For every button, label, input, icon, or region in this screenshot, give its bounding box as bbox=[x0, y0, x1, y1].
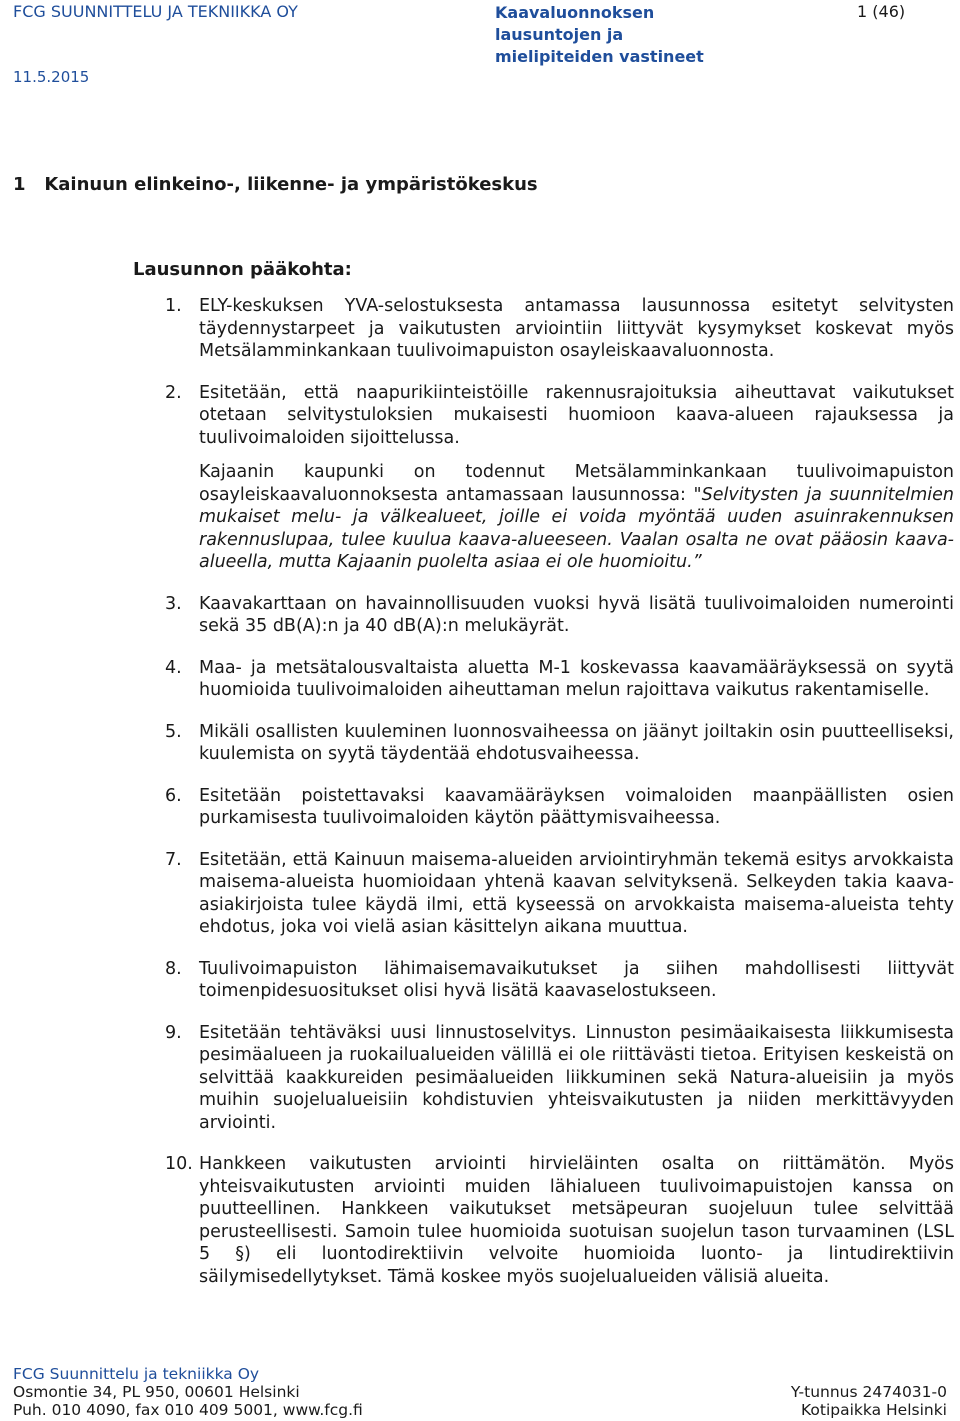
list-item bbox=[165, 721, 954, 766]
footer-kotipaikka: Kotipaikka Helsinki bbox=[801, 1401, 947, 1419]
item-text: Esitetään tehtäväksi uusi linnustoselvitys. Linnuston pesimäaikaisesta liikkumisesta pesimäalueen ja ruokailualueiden välillä ei ole riittävästi tietoa. Erityisen keskeistä on selvittää kaakkureiden pesimäalueiden liikkuminen sekä Natura-alueisiin ja myös muihin suojelualueisiin kohdistuvien yhteisvaikutusten ja niiden merkittävyyden arviointi. bbox=[199, 1022, 954, 1133]
list-item bbox=[165, 785, 954, 830]
item-number: 10. bbox=[165, 1154, 193, 1174]
item-number: 3. bbox=[165, 593, 182, 614]
item-text: Esitetään, että naapurikiinteistöille rakennusrajoituksia aiheuttavat vaikutukset otetaan selvitystuloksien mukaisesti huomioon kaava-alueen rajauksessa ja tuulivoimaloiden sijoittelussa. bbox=[199, 382, 954, 448]
item-number: 8. bbox=[165, 958, 182, 979]
list-item bbox=[165, 593, 954, 638]
quote-text: "Selvitysten ja suunnitelmien mukaiset melu- ja välkealueet, joille ei voida myöntää uuden asuinrakennuksen rakennuslupaa, tulee kuulua kaava-alueeseen. Vaalan osalta ne ovat pääosin kaava-alueella, mutta Kajaanin puolelta asiaa ei ole huomioitu.” bbox=[199, 484, 955, 572]
item-text: Esitetään poistettavaksi kaavamääräyksen voimaloiden maanpäällisten osien purkamisesta tuulivoimaloiden käytön päättymisvaiheessa. bbox=[199, 785, 954, 828]
footer-address: Osmontie 34, PL 950, 00601 Helsinki bbox=[13, 1383, 300, 1401]
section-title: 1 Kainuun elinkeino-, liikenne- ja ympäristökeskus bbox=[13, 174, 538, 195]
item-text: Maa- ja metsätalousvaltaista aluetta M-1 koskevassa kaavamääräyksessä on syytä huomioida tuulivoimaloiden aiheuttaman melun rajoittava vaikutus rakentamiselle. bbox=[199, 657, 954, 700]
list-item bbox=[165, 849, 954, 939]
list-item bbox=[165, 657, 954, 702]
statement-list bbox=[165, 285, 954, 1288]
item-text: ELY-keskuksen YVA-selostuksesta antamassa lausunnossa esitetyt selvitysten täydennystarpeet ja vaikutusten arviointiin liittyvät kysymykset koskevat myös Metsälamminkankaan tuulivoimapuiston osayleiskaavaluonnosta. bbox=[199, 296, 954, 361]
item-text: Mikäli osallisten kuuleminen luonnosvaiheessa on jäänyt joiltakin osin puutteelliseksi, kuulemista on syytä täydentää ehdotusvaiheessa. bbox=[199, 721, 954, 764]
header-doc-title-line: mielipiteiden vastineet bbox=[495, 47, 704, 66]
page-number: 1 (46) bbox=[857, 2, 906, 21]
main-point-title: Lausunnon pääkohta: bbox=[133, 259, 352, 280]
footer-right bbox=[791, 1383, 947, 1419]
item-text: Tuulivoimapuiston lähimaisemavaikutukset ja siihen mahdollisesti liittyvät toimenpidesuositukset olisi hyvä lisätä kaavaselostukseen. bbox=[199, 958, 954, 1001]
list-item bbox=[165, 958, 954, 1003]
list-item bbox=[165, 382, 954, 450]
footer-ytunnus: Y-tunnus 2474031-0 bbox=[790, 1383, 947, 1401]
list-item bbox=[165, 1022, 954, 1135]
item-number: 7. bbox=[165, 849, 182, 870]
quote-intro: Kajaanin kaupunki on todennut Metsälamminkankaan tuulivoimapuiston osayleiskaavaluonnoksesta antamassaan lausunnossa: bbox=[199, 462, 954, 505]
item-number: 1. bbox=[165, 296, 182, 316]
item-number: 5. bbox=[165, 721, 182, 742]
footer-contact: Puh. 010 4090, fax 010 409 5001, www.fcg.fi bbox=[13, 1401, 363, 1419]
item-number: 2. bbox=[165, 382, 182, 403]
header-date: 11.5.2015 bbox=[13, 68, 90, 86]
item-number: 6. bbox=[165, 785, 182, 806]
header-company: FCG SUUNNITTELU JA TEKNIIKKA OY bbox=[13, 2, 298, 21]
header-doc-title-line: Kaavaluonnoksen bbox=[495, 3, 655, 22]
footer-company: FCG Suunnittelu ja tekniikka Oy bbox=[13, 1365, 260, 1383]
header-doc-title bbox=[495, 2, 704, 68]
item-text: Kaavakarttaan on havainnollisuuden vuoksi hyvä lisätä tuulivoimaloiden numerointi sekä 35 dB(A):n ja 40 dB(A):n melukäyrät. bbox=[199, 593, 954, 636]
list-item bbox=[165, 1153, 954, 1288]
list-item bbox=[165, 295, 954, 363]
item-number: 9. bbox=[165, 1022, 182, 1043]
item-number: 4. bbox=[165, 657, 182, 678]
item-text: Hankkeen vaikutusten arviointi hirvieläinten osalta on riittämätön. Myös yhteisvaikutusten arviointi muiden lähialueen tuulivoimapuistojen kanssa on puutteellinen. Hankkeen vaikutukset metsäpeuran suojeluun tulee selvittää perusteellisesti. Samoin tulee huomioida suotuisan suojelun tason turvaaminen (LSL 5 §) eli luontodirektiivin velvoite huomioida luonto- ja lintudirektiivin säilymisedellytykset. Tämä koskee myös suojelualueiden välisiä alueita. bbox=[199, 1154, 954, 1287]
quote-paragraph bbox=[165, 461, 954, 574]
item-text: Esitetään, että Kainuun maisema-alueiden arviointiryhmän tekemä esitys arvokkaista maisema-alueista huomioidaan yhtenä kaavan selvityksenä. Selkeyden takia kaava-asiakirjoista tulee käydä ilmi, että kyseessä on arvokkaista maisema-alueista tehty ehdotus, joka voi vielä asian käsittelyn aikana muuttua. bbox=[199, 849, 954, 937]
header-doc-title-line: lausuntojen ja bbox=[495, 25, 624, 44]
